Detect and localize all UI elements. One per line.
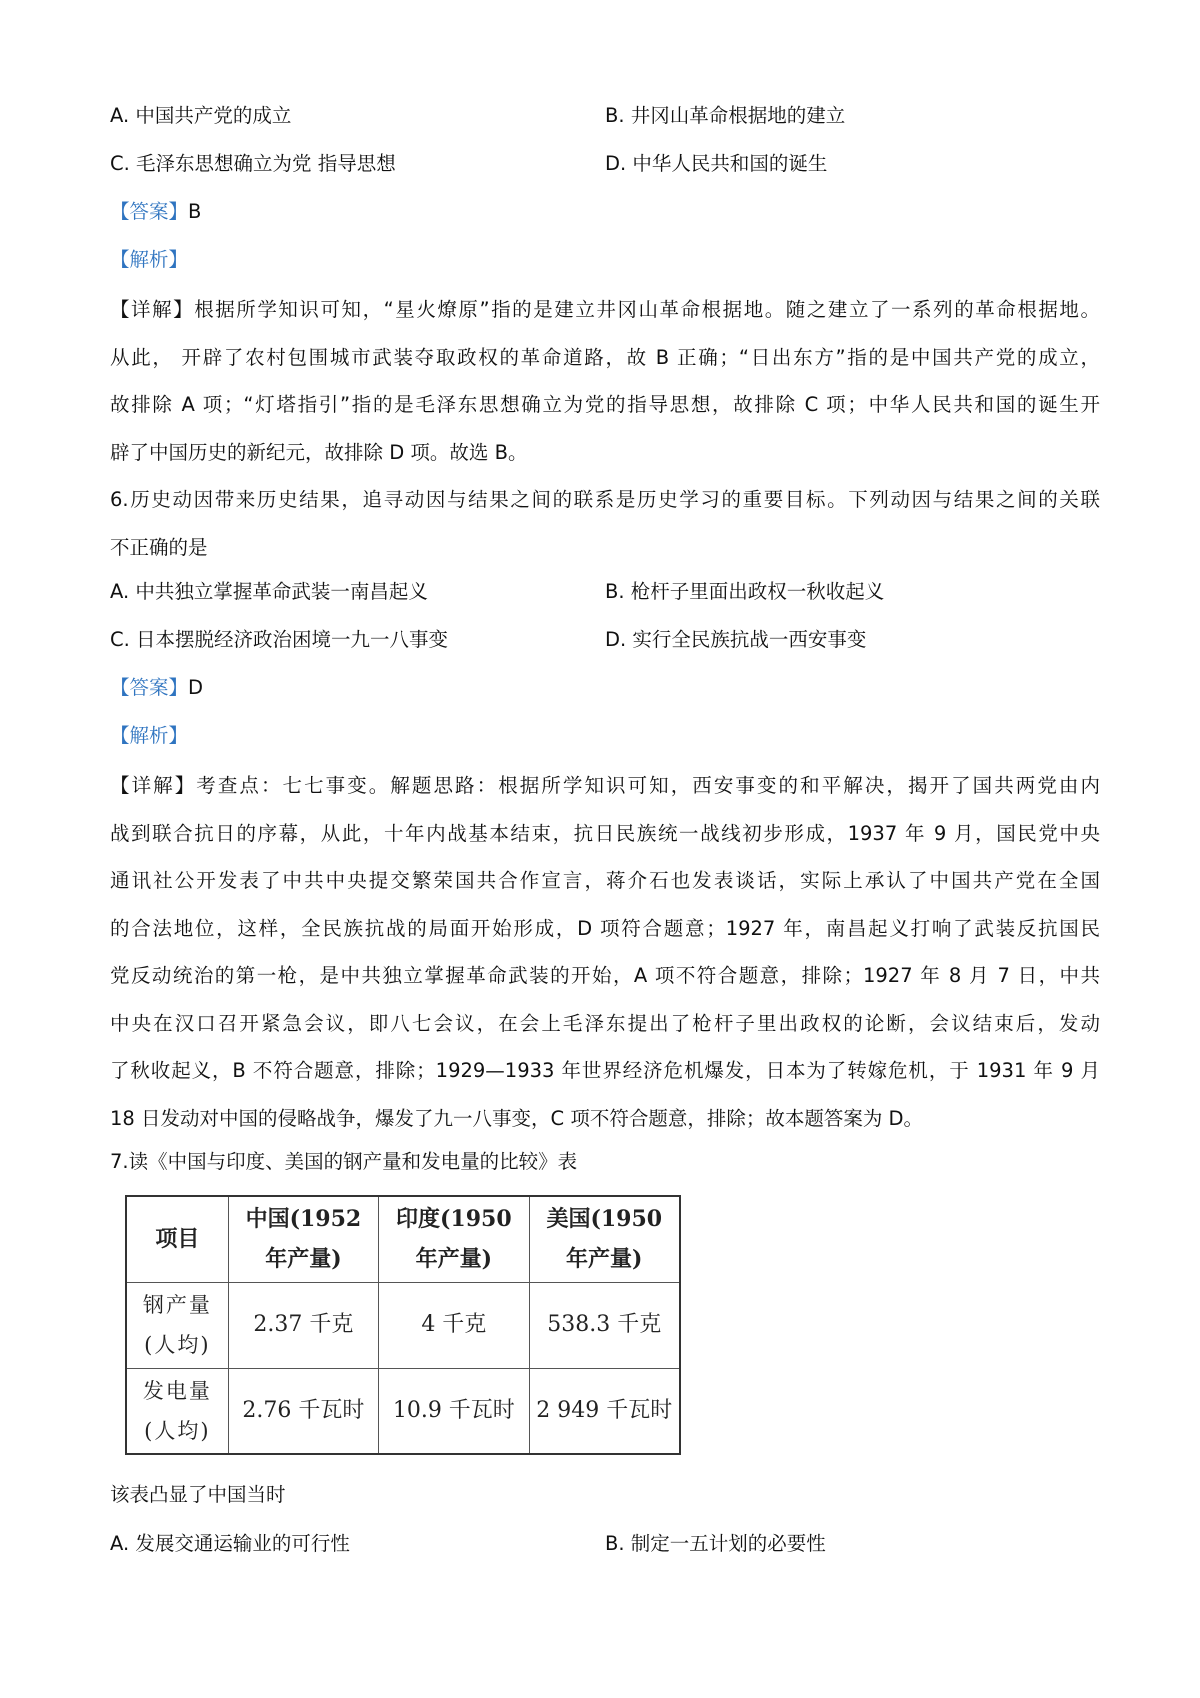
q5-option-c: C. 毛泽东思想确立为党 指导思想 [110, 152, 396, 175]
row-label: 发电量 [142, 1378, 212, 1403]
q5-option-b: B. 井冈山革命根据地的建立 [605, 104, 846, 127]
row-label: (人均) [144, 1418, 211, 1443]
q6-answer [110, 676, 203, 700]
q6-option-a: A. 中共独立掌握革命武装一南昌起义 [110, 580, 428, 603]
comparison-table [125, 1195, 681, 1455]
answer-value: B [188, 200, 202, 223]
q6-detail-line: 了秋收起义，B 不符合题意，排除；1929—1933 年世界经济危机爆发，日本为了转嫁危机，于 1931 年 9 月 [110, 1059, 1100, 1082]
table-header-cell [126, 1196, 228, 1282]
table-cell: 2.37 千克 [228, 1282, 378, 1368]
q5-detail-line: 故排除 A 项；“灯塔指引”指的是毛泽东思想确立为党的指导思想，故排除 C 项；中华人民共和国的诞生开 [110, 393, 1100, 416]
q7-stem: 7.读《中国与印度、美国的钢产量和发电量的比较》表 [110, 1150, 578, 1173]
q5-detail [110, 286, 1100, 476]
q5-option-a: A. 中国共产党的成立 [110, 104, 292, 127]
table-cell: 538.3 千克 [529, 1282, 680, 1368]
table-cell: 4 千克 [379, 1282, 529, 1368]
q6-detail [110, 762, 1100, 1142]
answer-value: D [188, 676, 204, 699]
q5-detail-line: 从此， 开辟了农村包围城市武装夺取政权的革命道路，故 B 正确；“日出东方”指的是中国共产党的成立， [110, 345, 1100, 369]
answer-label: 【答案】 [110, 676, 189, 699]
table-cell: 2.76 千瓦时 [228, 1368, 378, 1454]
q5-detail-line: 辟了中国历史的新纪元，故排除 D 项。故选 B。 [110, 440, 528, 464]
header-text: 年产量) [265, 1246, 342, 1273]
table-header-cell [228, 1196, 378, 1282]
q6-stem-line: 6.历史动因带来历史结果，追寻动因与结果之间的联系是历史学习的重要目标。下列动因与结果之间的关联 [110, 488, 1100, 511]
header-text: 中国(1952 [245, 1206, 362, 1233]
q6-option-c: C. 日本摆脱经济政治困境一九一八事变 [110, 628, 449, 651]
answer-label: 【答案】 [110, 200, 189, 223]
table-row [126, 1368, 680, 1454]
q7-option-b: B. 制定一五计划的必要性 [605, 1532, 826, 1555]
header-text: 美国(1950 [546, 1206, 663, 1233]
q6-analysis-label: 【解析】 [110, 724, 189, 747]
table-cell: 2 949 千瓦时 [529, 1368, 680, 1454]
table-header-cell [529, 1196, 680, 1282]
header-text: 项目 [155, 1226, 200, 1253]
q6-detail-line: 18 日发动对中国的侵略战争，爆发了九一八事变，C 项不符合题意，排除；故本题答案为 D。 [110, 1106, 924, 1130]
q6-detail-line: 通讯社公开发表了中共中央提交繁荣国共合作宣言，蒋介石也发表谈话，实际上承认了中国共产党在全国 [110, 869, 1100, 892]
q6-detail-line: 党反动统治的第一枪，是中共独立掌握革命武装的开始，A 项不符合题意，排除；1927 年 8 月 7 日，中共 [110, 964, 1100, 987]
q7-prompt: 该表凸显了中国当时 [110, 1483, 286, 1506]
row-label: (人均) [144, 1333, 211, 1357]
table-header-cell [379, 1196, 529, 1282]
q6-option-b: B. 枪杆子里面出政权一秋收起义 [605, 580, 885, 603]
q5-detail-line: 【详解】根据所学知识可知，“星火燎原”指的是建立井冈山革命根据地。随之建立了一系列的革命根据地。 [110, 298, 1100, 321]
q6-detail-line: 【详解】考查点：七七事变。解题思路：根据所学知识可知，西安事变的和平解决，揭开了国共两党由内 [110, 774, 1100, 797]
q6-detail-line: 的合法地位，这样，全民族抗战的局面开始形成，D 项符合题意；1927 年，南昌起义打响了武装反抗国民 [110, 916, 1100, 940]
q6-stem [110, 476, 1100, 571]
q6-detail-line: 战到联合抗日的序幕，从此，十年内战基本结束，抗日民族统一战线初步形成，1937 年 9 月，国民党中央 [110, 821, 1100, 845]
header-text: 印度(1950 [396, 1206, 512, 1233]
row-label-cell [126, 1368, 228, 1454]
table-header-row [126, 1196, 680, 1282]
q6-option-d: D. 实行全民族抗战一西安事变 [605, 628, 867, 651]
table-row [126, 1282, 680, 1368]
header-text: 年产量) [415, 1246, 493, 1273]
row-label-cell [126, 1282, 228, 1368]
table-cell: 10.9 千瓦时 [379, 1368, 529, 1454]
q5-option-d: D. 中华人民共和国的诞生 [605, 152, 828, 175]
q7-option-a: A. 发展交通运输业的可行性 [110, 1532, 350, 1555]
q6-stem-line: 不正确的是 [110, 535, 208, 559]
row-label: 钢产量 [142, 1293, 212, 1317]
q6-detail-line: 中央在汉口召开紧急会议，即八七会议，在会上毛泽东提出了枪杆子里出政权的论断，会议结束后，发动 [110, 1011, 1100, 1035]
q5-answer [110, 200, 201, 224]
header-text: 年产量) [566, 1246, 643, 1273]
q5-analysis-label: 【解析】 [110, 248, 189, 271]
